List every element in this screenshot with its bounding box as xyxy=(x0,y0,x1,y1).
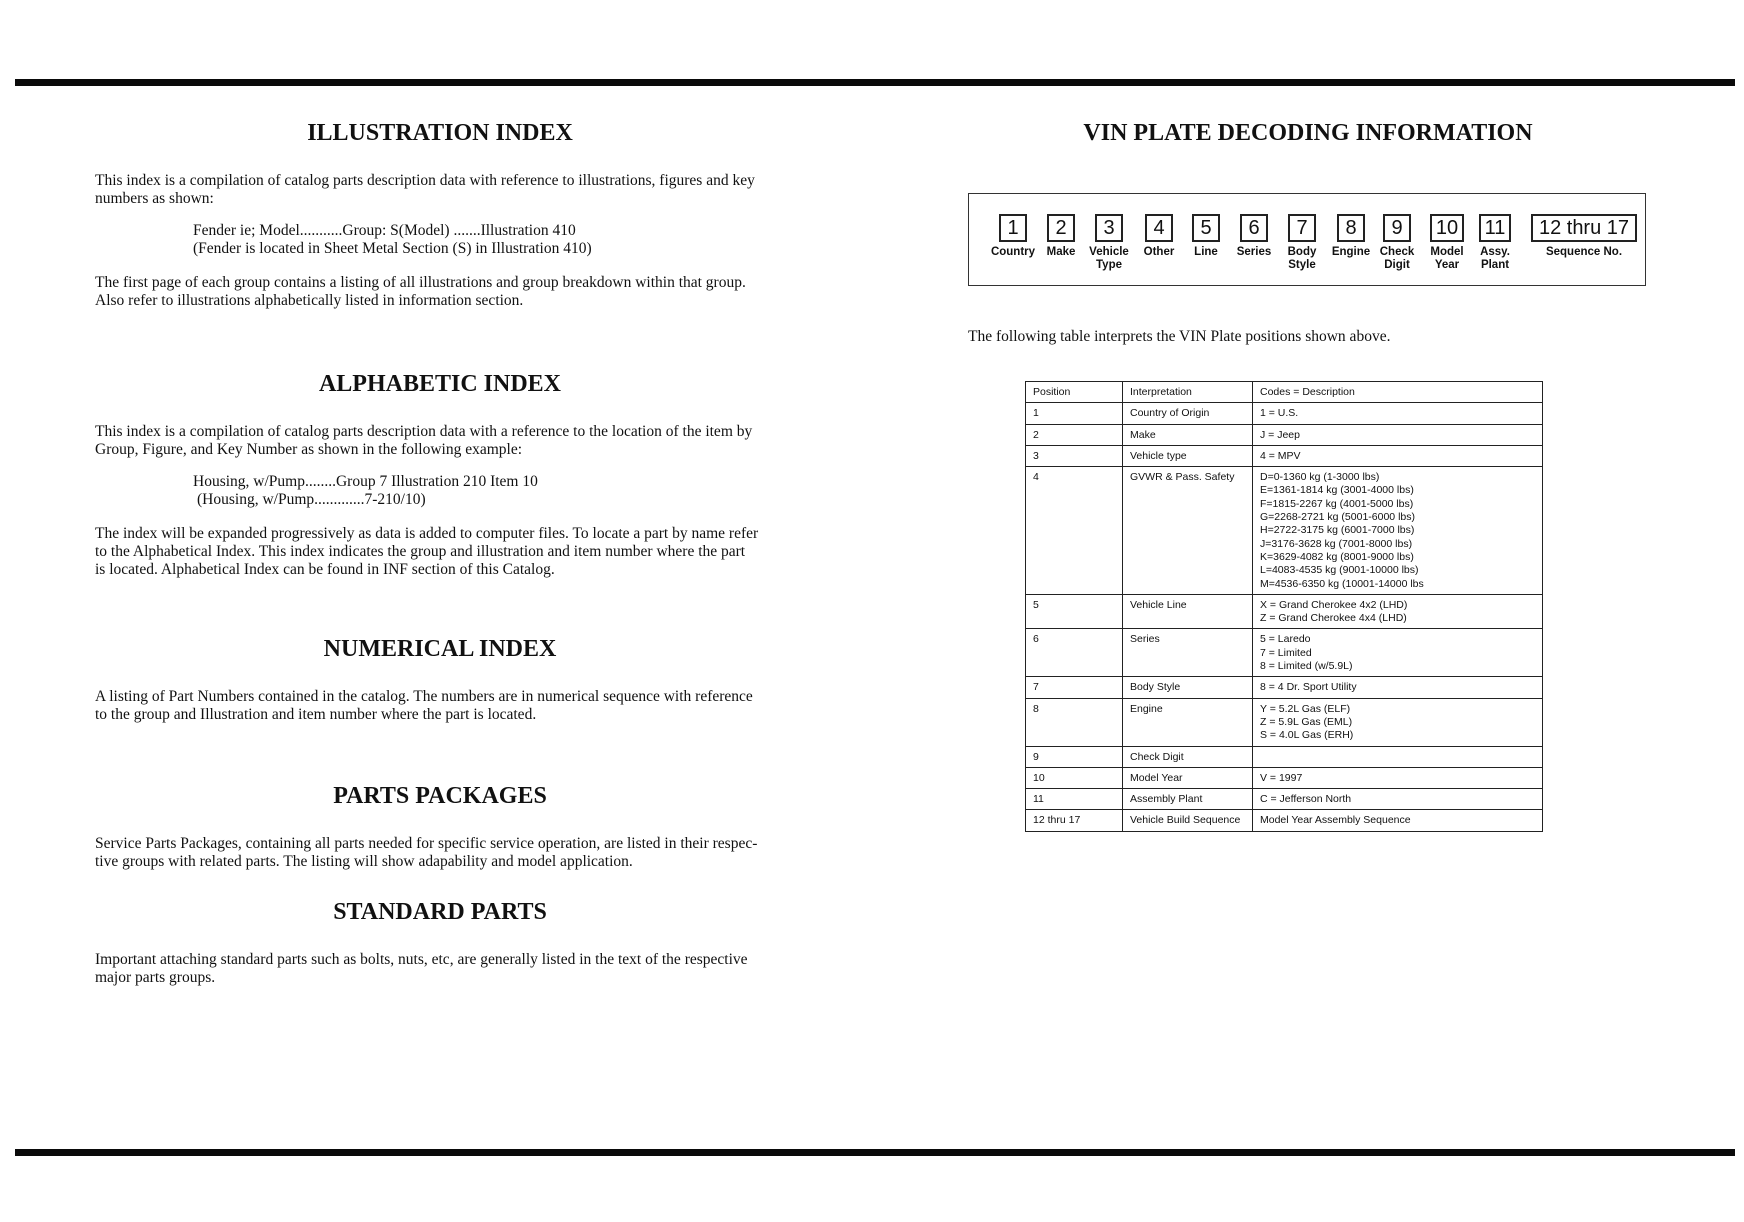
cell-interpretation: Model Year xyxy=(1123,767,1253,788)
vin-position-4: 4 Other xyxy=(1137,214,1181,259)
vin-position-11: 11 Assy. Plant xyxy=(1475,214,1515,272)
cell-codes: C = Jefferson North xyxy=(1253,789,1543,810)
cell-codes: 8 = 4 Dr. Sport Utility xyxy=(1253,677,1543,698)
alphabetic-index-example: Housing, w/Pump........Group 7 Illustration 210 Item 10 (Housing, w/Pump.............7-210/10) xyxy=(193,473,538,508)
vin-title: VIN PLATE DECODING INFORMATION xyxy=(1083,120,1533,146)
cell-position: 10 xyxy=(1026,767,1123,788)
table-row xyxy=(1026,403,1543,424)
illustration-index-para1: This index is a compilation of catalog parts description data with reference to illustrations, figures and key numbers as shown: xyxy=(95,172,755,207)
cell-interpretation: Assembly Plant xyxy=(1123,789,1253,810)
cell-position: 8 xyxy=(1026,698,1123,746)
cell-codes: V = 1997 xyxy=(1253,767,1543,788)
illustration-index-para2: The first page of each group contains a listing of all illustrations and group breakdown within that group. Also refer to illustrations alphabetically listed in information section. xyxy=(95,274,746,309)
cell-interpretation: Vehicle Build Sequence xyxy=(1123,810,1253,831)
illustration-index-title: ILLUSTRATION INDEX xyxy=(307,120,573,146)
vin-position-2: 2 Make xyxy=(1041,214,1081,259)
table-row xyxy=(1026,594,1543,629)
illustration-index-example: Fender ie; Model...........Group: S(Model) .......Illustration 410 (Fender is located in Sheet Metal Section (S) in Illustration 410) xyxy=(193,222,592,257)
numerical-index-para: A listing of Part Numbers contained in the catalog. The numbers are in numerical sequence with reference to the group and Illustration and item number where the part is located. xyxy=(95,688,753,723)
alphabetic-index-para1: This index is a compilation of catalog parts description data with a reference to the location of the item by Group, Figure, and Key Number as shown in the following example: xyxy=(95,423,753,458)
table-row xyxy=(1026,677,1543,698)
table-row xyxy=(1026,629,1543,677)
cell-codes: D=0-1360 kg (1-3000 lbs) E=1361-1814 kg (3001-4000 lbs) F=1815-2267 kg (4001-5000 lbs) G=2268-2721 kg (5001-6000 lbs) H=2722-3175 kg (6001-7000 lbs) J=3176-3628 kg (7001-8000 lbs) K=3629-4082 kg (8001-9000 lbs) L=4083-4535 kg (9001-10000 lbs) M=4536-6350 kg (10001-14000 lbs xyxy=(1253,467,1543,595)
cell-interpretation: Make xyxy=(1123,424,1253,445)
header-position: Position xyxy=(1026,382,1123,403)
cell-interpretation: Series xyxy=(1123,629,1253,677)
cell-interpretation: Check Digit xyxy=(1123,746,1253,767)
cell-position: 11 xyxy=(1026,789,1123,810)
vin-position-12-17: 12 thru 17 Sequence No. xyxy=(1529,214,1639,259)
vin-decoding-table xyxy=(1025,381,1543,832)
cell-codes: Y = 5.2L Gas (ELF) Z = 5.9L Gas (EML) S = 4.0L Gas (ERH) xyxy=(1253,698,1543,746)
cell-codes: Model Year Assembly Sequence xyxy=(1253,810,1543,831)
cell-position: 1 xyxy=(1026,403,1123,424)
cell-codes xyxy=(1253,746,1543,767)
cell-interpretation: Body Style xyxy=(1123,677,1253,698)
cell-position: 9 xyxy=(1026,746,1123,767)
cell-codes: 4 = MPV xyxy=(1253,445,1543,466)
cell-interpretation: GVWR & Pass. Safety xyxy=(1123,467,1253,595)
cell-codes: 1 = U.S. xyxy=(1253,403,1543,424)
vin-position-1: 1 Country xyxy=(983,214,1043,259)
table-row xyxy=(1026,467,1543,595)
table-row xyxy=(1026,424,1543,445)
table-row xyxy=(1026,698,1543,746)
numerical-index-title: NUMERICAL INDEX xyxy=(323,636,557,662)
alphabetic-index-title: ALPHABETIC INDEX xyxy=(318,371,562,397)
table-row xyxy=(1026,789,1543,810)
cell-interpretation: Vehicle type xyxy=(1123,445,1253,466)
cell-interpretation: Vehicle Line xyxy=(1123,594,1253,629)
header-codes: Codes = Description xyxy=(1253,382,1543,403)
table-row xyxy=(1026,810,1543,831)
vin-position-3: 3 Vehicle Type xyxy=(1082,214,1136,272)
cell-codes: J = Jeep xyxy=(1253,424,1543,445)
standard-parts-title: STANDARD PARTS xyxy=(333,899,547,925)
table-row xyxy=(1026,445,1543,466)
vin-position-6: 6 Series xyxy=(1231,214,1277,259)
vin-position-5: 5 Line xyxy=(1186,214,1226,259)
cell-position: 2 xyxy=(1026,424,1123,445)
cell-position: 4 xyxy=(1026,467,1123,595)
parts-packages-para: Service Parts Packages, containing all parts needed for specific service operation, are listed in their respec- tive groups with related parts. The listing will show adapability and model application. xyxy=(95,835,758,870)
table-row xyxy=(1026,746,1543,767)
standard-parts-para: Important attaching standard parts such as bolts, nuts, etc, are generally listed in the text of the respective major parts groups. xyxy=(95,951,748,986)
vin-position-9: 9 Check Digit xyxy=(1377,214,1417,272)
cell-position: 7 xyxy=(1026,677,1123,698)
cell-interpretation: Engine xyxy=(1123,698,1253,746)
vin-table-intro: The following table interprets the VIN Plate positions shown above. xyxy=(968,328,1391,345)
cell-position: 6 xyxy=(1026,629,1123,677)
vin-position-10: 10 Model Year xyxy=(1425,214,1469,272)
vin-position-7: 7 Body Style xyxy=(1282,214,1322,272)
alphabetic-index-para2: The index will be expanded progressively as data is added to computer files. To locate a part by name refer to the Alphabetical Index. This index indicates the group and illustration and item number where the part is located. Alphabetical Index can be found in INF section of this Catalog. xyxy=(95,525,759,578)
table-header-row xyxy=(1026,382,1543,403)
bottom-rule xyxy=(15,1149,1735,1156)
cell-position: 3 xyxy=(1026,445,1123,466)
cell-position: 5 xyxy=(1026,594,1123,629)
parts-packages-title: PARTS PACKAGES xyxy=(333,783,547,809)
cell-codes: 5 = Laredo 7 = Limited 8 = Limited (w/5.9L) xyxy=(1253,629,1543,677)
cell-codes: X = Grand Cherokee 4x2 (LHD) Z = Grand Cherokee 4x4 (LHD) xyxy=(1253,594,1543,629)
cell-position: 12 thru 17 xyxy=(1026,810,1123,831)
cell-interpretation: Country of Origin xyxy=(1123,403,1253,424)
table-row xyxy=(1026,767,1543,788)
vin-position-8: 8 Engine xyxy=(1326,214,1376,259)
top-rule xyxy=(15,79,1735,86)
vin-plate-diagram xyxy=(968,193,1646,286)
header-interpretation: Interpretation xyxy=(1123,382,1253,403)
